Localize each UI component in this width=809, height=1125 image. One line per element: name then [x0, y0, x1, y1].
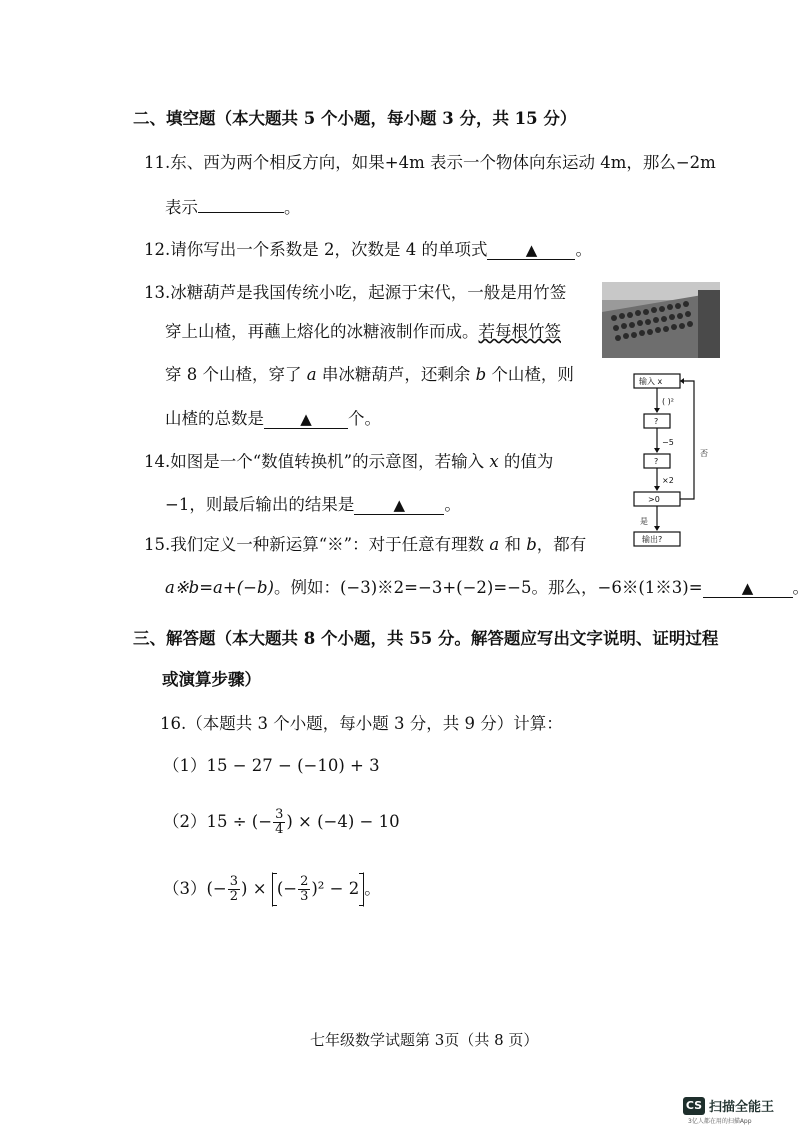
flow-box-1: ? [654, 417, 659, 426]
q13-line-2b: 若每根竹签 [478, 322, 561, 341]
q13-text: 穿 8 个山楂，穿了 [165, 365, 307, 384]
square-bracket-group [272, 872, 364, 907]
fraction-denominator: 4 [275, 822, 284, 837]
fraction-numerator: 2 [300, 874, 309, 889]
var-a: a [306, 365, 317, 384]
q16-p3-expression: ) × [241, 879, 272, 898]
q11-suffix: 。 [284, 198, 301, 217]
q16-p2-expression: 15 ÷ (− [206, 812, 273, 831]
q15-example: 。例如：(−3)※2=−3+(−2)=−5。那么，−6※(1※3)= [273, 578, 703, 597]
var-x: x [489, 452, 499, 471]
q12-suffix: 。 [575, 240, 592, 259]
q15-suffix: 。 [792, 578, 809, 597]
q14-text: 14.如图是一个“数值转换机”的示意图，若输入 [144, 452, 490, 471]
var-b: b [526, 535, 537, 554]
q13-text: 串冰糖葫芦，还剩余 [316, 365, 476, 384]
q16-part-2 [163, 808, 400, 837]
q14-answer-blank[interactable] [354, 496, 444, 515]
q13-line-4 [165, 408, 381, 430]
flow-square-op: ( )² [662, 397, 674, 406]
q16-p3-expression: (− [206, 879, 227, 898]
fraction [298, 875, 310, 904]
camscanner-logo-icon: CS [683, 1097, 705, 1115]
triangle-mark-icon: ▲ [393, 496, 406, 514]
q16-part-1 [163, 755, 380, 777]
flow-condition: >0 [648, 495, 660, 504]
q13-line-2a: 穿上山楂，再蘸上熔化的冰糖液制作而成。 [165, 322, 479, 341]
var-b: b [475, 365, 487, 384]
triangle-mark-icon: ▲ [741, 579, 754, 597]
q16-part-label: （1） [163, 756, 207, 775]
q11-answer-blank[interactable] [198, 212, 284, 213]
flow-output-label: 输出? [642, 535, 663, 544]
q15-definition: a※b=a+(−b) [165, 578, 274, 597]
q16-p3-end: 。 [364, 879, 381, 898]
q16-p3-inner: )² − 2 [311, 879, 360, 898]
q13-prefix: 山楂的总数是 [165, 409, 264, 428]
q13-answer-blank[interactable] [264, 410, 348, 429]
q16-p3-inner: (− [276, 879, 298, 898]
flow-box-2: ? [654, 457, 659, 466]
q13-suffix: 个。 [348, 409, 381, 428]
q16-p2-expression: ) × (−4) − 10 [286, 812, 400, 831]
fraction-numerator: 3 [275, 807, 284, 822]
q16-part-label: （3） [163, 879, 207, 898]
q13-line-3 [165, 364, 574, 386]
q15-text: 和 [499, 535, 527, 554]
q16-part-label: （2） [163, 812, 207, 831]
section-3-heading-line-1: 三、解答题（本大题共 8 个小题，共 55 分。解答题应写出文字说明、证明过程 [133, 629, 719, 648]
fraction [228, 875, 240, 904]
q14-line-1 [144, 451, 553, 473]
q15-line-1 [144, 534, 586, 556]
flow-subtract-op: −5 [662, 438, 674, 447]
candied-haws-photo [602, 282, 720, 358]
page-footer: 七年级数学试题第 3页（共 8 页） [310, 1031, 539, 1049]
q13-line-1: 13.冰糖葫芦是我国传统小吃，起源于宋代，一般是用竹签 [144, 283, 567, 302]
q14-line-2 [165, 494, 461, 516]
q13-line-2 [165, 321, 561, 343]
section-3-heading-line-2: 或演算步骤） [162, 670, 261, 689]
q11-prefix: 表示 [165, 198, 198, 217]
q11-line-2 [165, 197, 301, 219]
section-2-heading: 二、填空题（本大题共 5 个小题，每小题 3 分，共 15 分） [133, 109, 577, 128]
var-a: a [489, 535, 500, 554]
q14-text: 的值为 [498, 452, 554, 471]
flow-no-label: 否 [700, 449, 708, 458]
q15-line-2 [165, 577, 809, 599]
q12-line [144, 239, 592, 261]
q15-answer-blank[interactable] [703, 579, 793, 598]
q14-suffix: 。 [444, 495, 461, 514]
flow-yes-label: 是 [640, 517, 648, 526]
triangle-mark-icon: ▲ [525, 241, 538, 259]
triangle-mark-icon: ▲ [300, 410, 312, 428]
q15-text: ，都有 [536, 535, 587, 554]
q12-answer-blank[interactable] [487, 241, 575, 260]
fraction [273, 808, 285, 837]
q11-line-1: 11.东、西为两个相反方向，如果+4m 表示一个物体向东运动 4m，那么−2m [144, 153, 716, 172]
q13-text: 个山楂，则 [486, 365, 574, 384]
camscanner-brand: 扫描全能王 [709, 1100, 775, 1115]
q15-text: 15.我们定义一种新运算“※”：对于任意有理数 [144, 535, 490, 554]
q16-p1-expression: 15 − 27 − (−10) + 3 [206, 756, 380, 775]
fraction-denominator: 3 [300, 889, 309, 904]
fraction-denominator: 2 [229, 889, 239, 904]
q14-prefix: −1，则最后输出的结果是 [165, 495, 355, 514]
camscanner-tagline: 3亿人都在用的扫描App [688, 1118, 752, 1125]
q16-part-3 [163, 872, 381, 907]
q12-prefix: 12.请你写出一个系数是 2，次数是 4 的单项式 [144, 240, 488, 259]
flow-input-label: 输入 x [639, 377, 663, 386]
fraction-numerator: 3 [229, 874, 239, 889]
number-converter-flowchart [628, 372, 718, 554]
q16-intro: 16.（本题共 3 个小题，每小题 3 分，共 9 分）计算： [160, 714, 563, 733]
flow-multiply-op: ×2 [662, 476, 674, 485]
